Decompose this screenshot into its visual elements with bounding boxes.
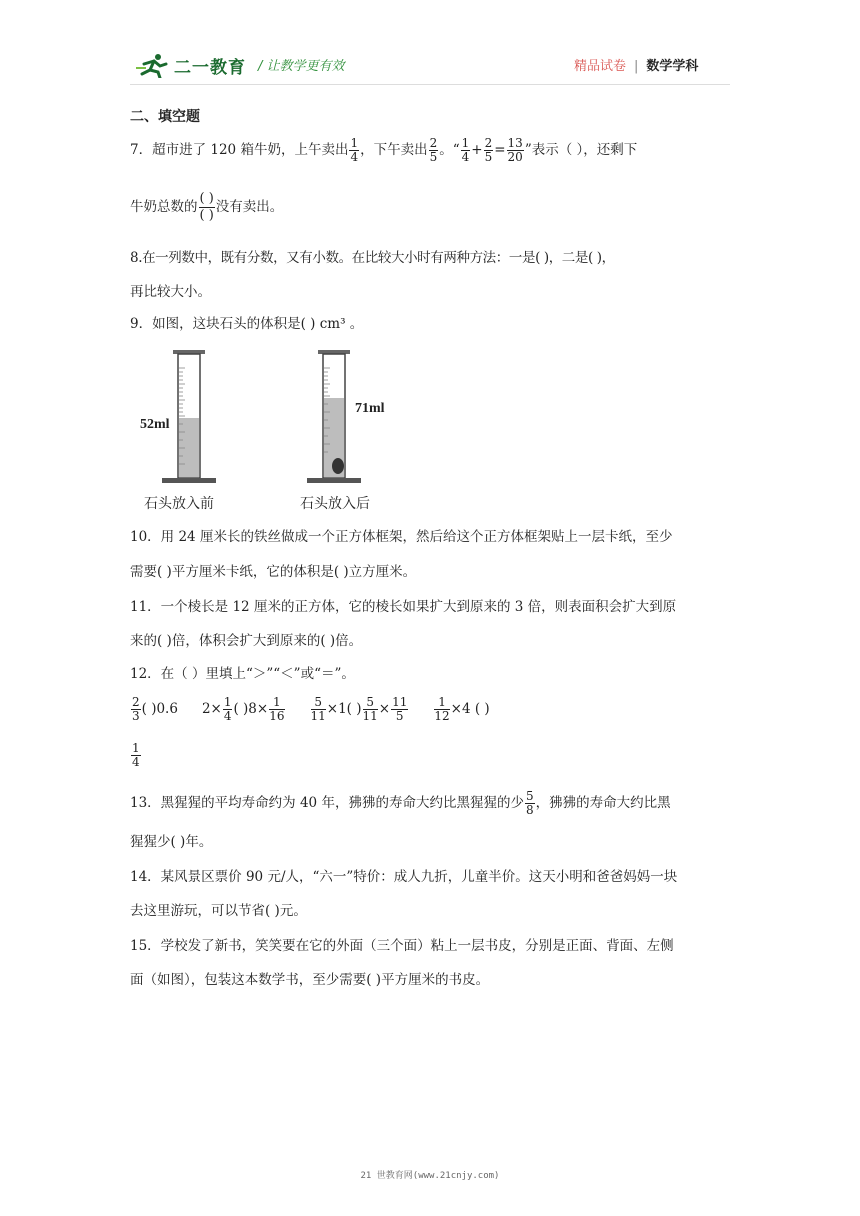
text: 。“ bbox=[439, 142, 460, 158]
label-before-ml: 52ml bbox=[140, 417, 170, 432]
page-footer: 21 世教育网(www.21cnjy.com) bbox=[360, 1171, 500, 1181]
equals-sign: = bbox=[494, 142, 506, 158]
question-10-line-2: 需要( )平方厘米卡纸，它的体积是( )立方厘米。 bbox=[130, 564, 417, 580]
text: 2× bbox=[201, 701, 222, 717]
cylinders-figure bbox=[140, 348, 440, 518]
stone-icon bbox=[332, 458, 344, 474]
runner-logo-icon bbox=[136, 52, 170, 78]
fraction: $\frac{5}{11}$ bbox=[310, 695, 326, 723]
fraction: $\frac{1}{16}$ bbox=[269, 695, 285, 723]
text: ( )0.6 bbox=[141, 701, 178, 717]
tag-subject: 数学学科 bbox=[646, 59, 699, 74]
text: 13．黑猩猩的平均寿命约为 40 年，狒狒的寿命大约比黑猩猩的少 bbox=[130, 795, 524, 811]
question-13-line-1 bbox=[130, 790, 671, 817]
fraction: $\frac{5}{11}$ bbox=[362, 695, 378, 723]
section-title: 二、填空题 bbox=[130, 109, 200, 125]
text: ”表示（ ），还剩下 bbox=[524, 142, 638, 158]
caption-after: 石头放入后 bbox=[300, 496, 370, 512]
cylinder-after bbox=[307, 350, 385, 483]
fraction: $\frac{1}{4}$ bbox=[350, 136, 359, 164]
cylinder-before bbox=[140, 350, 216, 483]
question-14-line-1: 14．某风景区票价 90 元/人，“六一”特价：成人九折，儿童半价。这天小明和爸爸妈妈一块 bbox=[130, 869, 678, 885]
fraction: $\frac{2}{5}$ bbox=[429, 136, 438, 164]
question-10-line-1: 10．用 24 厘米长的铁丝做成一个正方体框架，然后给这个正方体框架贴上一层卡纸，至少 bbox=[130, 529, 673, 545]
tag-quality: 精品试卷 bbox=[574, 59, 627, 74]
header-divider bbox=[130, 84, 730, 85]
slogan: / 让教学更有效 bbox=[258, 59, 345, 74]
question-15-line-2: 面（如图），包装这本数学书，至少需要( )平方厘米的书皮。 bbox=[130, 972, 490, 988]
fraction: $\frac{1}{4}$ bbox=[461, 136, 470, 164]
question-13-line-2: 猩猩少( )年。 bbox=[130, 834, 213, 850]
question-8-line-2: 再比较大小。 bbox=[130, 284, 211, 300]
question-9-text: 9．如图，这块石头的体积是( ) cm³ 。 bbox=[130, 316, 364, 332]
question-12-items-line-2 bbox=[130, 742, 142, 769]
question-14-line-2: 去这里游玩，可以节省( )元。 bbox=[130, 903, 307, 919]
text: × bbox=[378, 701, 391, 717]
liquid-before bbox=[179, 418, 199, 477]
question-8-line-1: 8.在一列数中，既有分数，又有小数。在比较大小时有两种方法：一是( )，二是( )， bbox=[130, 250, 615, 266]
fraction: $\frac{13}{20}$ bbox=[507, 136, 523, 164]
text: ( )8× bbox=[233, 701, 269, 717]
text: ，狒狒的寿命大约比黑 bbox=[535, 795, 671, 811]
text: ×1( ) bbox=[326, 701, 362, 717]
question-7-line-1 bbox=[130, 137, 637, 164]
logo-text: 二一教育 bbox=[174, 57, 246, 78]
fraction: $\frac{2}{3}$ bbox=[132, 695, 140, 723]
question-15-line-1: 15．学校发了新书，笑笑要在它的外面（三个面）粘上一层书皮，分别是正面、背面、左侧 bbox=[130, 938, 674, 954]
text: 没有卖出。 bbox=[215, 199, 284, 215]
fraction: $\frac{2}{5}$ bbox=[484, 136, 493, 164]
text: ，下午卖出 bbox=[360, 142, 428, 158]
text: ×4 ( ) bbox=[450, 701, 490, 717]
text: 7．超市进了 120 箱牛奶，上午卖出 bbox=[130, 142, 349, 158]
question-12-items bbox=[130, 696, 490, 723]
caption-before: 石头放入前 bbox=[144, 496, 214, 512]
fraction: $\frac{11}{5}$ bbox=[392, 695, 408, 723]
tag-separator: | bbox=[634, 59, 639, 74]
fraction: $\frac{1}{12}$ bbox=[434, 695, 450, 723]
header-tags bbox=[574, 55, 698, 74]
question-12-line-1: 12．在（ ）里填上“＞”“＜”或“＝”。 bbox=[130, 666, 355, 682]
brand-logo bbox=[136, 50, 246, 80]
fraction: $\frac{5}{8}$ bbox=[525, 789, 534, 817]
question-7-line-2 bbox=[130, 191, 283, 224]
fraction: $\frac{1}{4}$ bbox=[223, 695, 232, 723]
fraction: $\frac{1}{4}$ bbox=[132, 741, 140, 769]
label-after-ml: 71ml bbox=[355, 401, 385, 416]
question-11-line-1: 11．一个棱长是 12 厘米的正方体，它的棱长如果扩大到原来的 3 倍，则表面积会扩大到原 bbox=[130, 599, 677, 615]
text: 牛奶总数的 bbox=[130, 199, 198, 215]
question-11-line-2: 来的( )倍，体积会扩大到原来的( )倍。 bbox=[130, 633, 363, 649]
blank-fraction[interactable]: $\frac{( )}{( )}$ bbox=[199, 191, 214, 223]
plus-sign: + bbox=[471, 142, 483, 158]
